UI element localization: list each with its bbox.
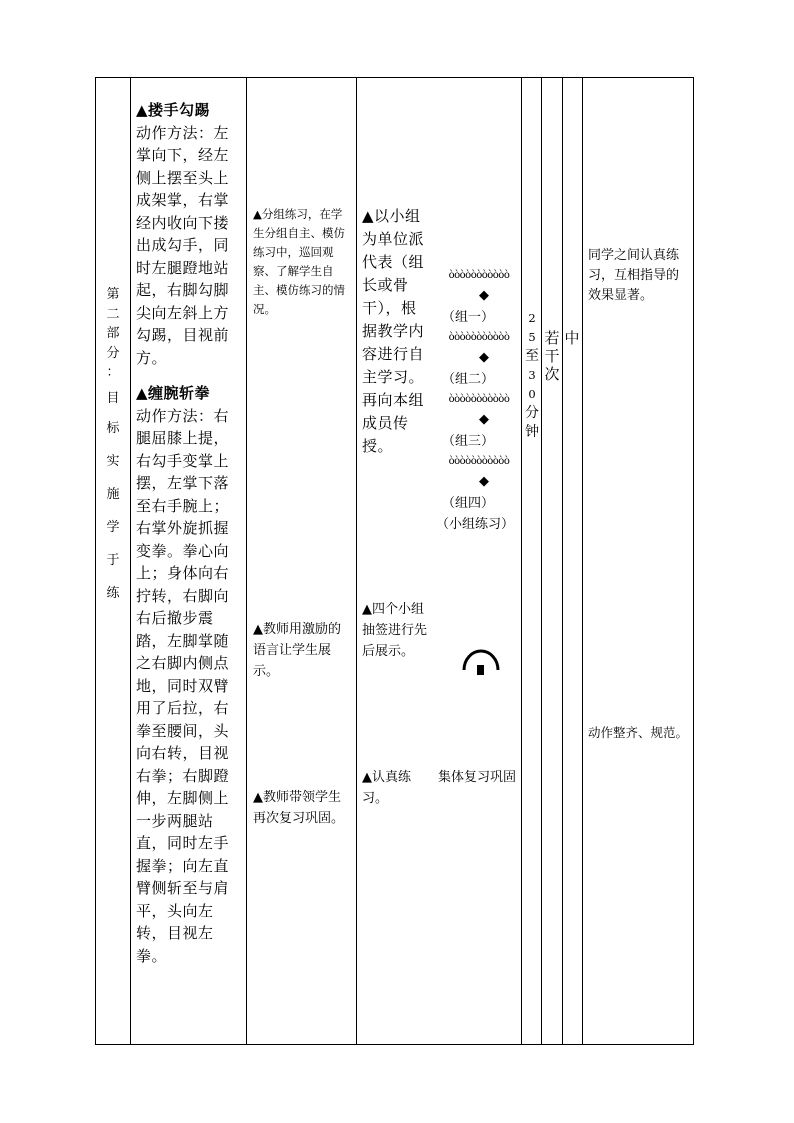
column-divider xyxy=(356,78,357,1044)
count-char: 次 xyxy=(544,365,560,383)
section-char: 标 xyxy=(106,420,120,436)
time-char: 5 xyxy=(528,330,536,344)
column-divider xyxy=(562,78,563,1044)
time-char: 分 xyxy=(525,405,539,421)
move2-description: 动作方法：右腿屈膝上提，右勾手变掌上摆，左掌下落至右手腕上；右掌外旋抓握变拳。拳心向上；身体向右拧转，右脚向右后撤步震踏，左脚掌随之右脚内侧点地，同时双臂用了后拉，右拳至腰间，头向右转，目视右拳；右脚蹬伸，左脚侧上一步两腿站直，同时左手握拳；向左直臂侧斩至与肩平，头向左转，目视左拳。 xyxy=(136,406,230,965)
section-char: 练 xyxy=(106,585,120,601)
group-label-3: （组三） xyxy=(442,434,495,449)
diamond-icon: ◆ xyxy=(479,412,489,427)
section-char: 部 xyxy=(106,326,120,341)
time-char: 0 xyxy=(528,387,536,401)
section-char: ： xyxy=(106,365,120,380)
time-char: 至 xyxy=(525,348,539,364)
column-divider xyxy=(130,78,131,1044)
formation-row: òòòòòòòòòòò xyxy=(448,456,510,467)
column-divider xyxy=(246,78,247,1044)
column-divider xyxy=(541,78,542,1044)
student-activity-3: ▲认真练习。 xyxy=(362,770,411,806)
section-char: 施 xyxy=(106,486,120,502)
organization-diagram xyxy=(436,267,522,535)
section-char: 于 xyxy=(106,552,120,568)
section-char: 分 xyxy=(106,345,120,361)
diamond-icon: ◆ xyxy=(479,474,489,489)
diamond-icon: ◆ xyxy=(479,350,489,365)
formation-row: òòòòòòòòòòò xyxy=(448,394,510,405)
intensity-cell: 中 xyxy=(564,329,580,347)
move1-description: 动作方法：左掌向下，经左侧上摆至头上成架掌，右掌经内收向下搂出成勾手，同时左腿蹬地站起，右脚勾脚尖向左斜上方勾踢，目视前方。 xyxy=(136,123,230,367)
content-cell xyxy=(136,99,242,967)
lesson-plan-table xyxy=(95,77,694,1045)
column-divider xyxy=(521,78,522,1044)
review-label: 集体复习巩固 xyxy=(438,770,517,785)
note-2: 动作整齐、规范。 xyxy=(588,725,689,740)
group-label-1: （组一） xyxy=(442,310,495,325)
section-char: 二 xyxy=(106,306,120,322)
time-char: 2 xyxy=(528,311,536,325)
count-char: 干 xyxy=(544,347,560,365)
column-divider xyxy=(582,78,583,1044)
section-char: 第 xyxy=(106,287,120,302)
formation-row: òòòòòòòòòòò xyxy=(448,332,510,343)
teacher-activity-1: ▲分组练习，在学生分组自主、模仿练习中，巡回观察、了解学生自主、模仿练习的情况。 xyxy=(253,207,345,316)
teacher-activity-3: ▲教师带领学生再次复习巩固。 xyxy=(253,790,345,826)
practice-label: （小组练习） xyxy=(436,517,515,532)
count-char: 若 xyxy=(544,329,560,347)
teacher-activity-2: ▲教师用激励的语言让学生展示。 xyxy=(253,622,341,679)
section-char: 实 xyxy=(106,453,120,469)
time-char: 钟 xyxy=(525,424,539,440)
student-activity-1: ▲以小组为单位派代表（组长或骨干），根据教学内容进行自主学习。再向本组成员传授。 xyxy=(362,207,425,455)
move2-title: ▲缠腕斩拳 xyxy=(136,384,211,402)
semicircle-formation-icon xyxy=(460,632,502,680)
formation-row: òòòòòòòòòòò xyxy=(448,270,510,281)
time-cell xyxy=(522,309,542,442)
note-1: 同学之间认真练习，互相指导的效果显著。 xyxy=(588,248,680,303)
section-char: 目 xyxy=(106,390,120,406)
group-label-2: （组二） xyxy=(442,372,495,387)
section-label xyxy=(96,285,130,610)
student-activity-2: ▲四个小组抽签进行先后展示。 xyxy=(362,602,428,659)
diamond-icon: ◆ xyxy=(479,288,489,303)
count-cell xyxy=(542,329,562,383)
time-char: 3 xyxy=(528,368,536,382)
section-char: 学 xyxy=(106,519,120,535)
move1-title: ▲搂手勾踢 xyxy=(136,101,211,119)
group-label-4: （组四） xyxy=(442,496,495,511)
